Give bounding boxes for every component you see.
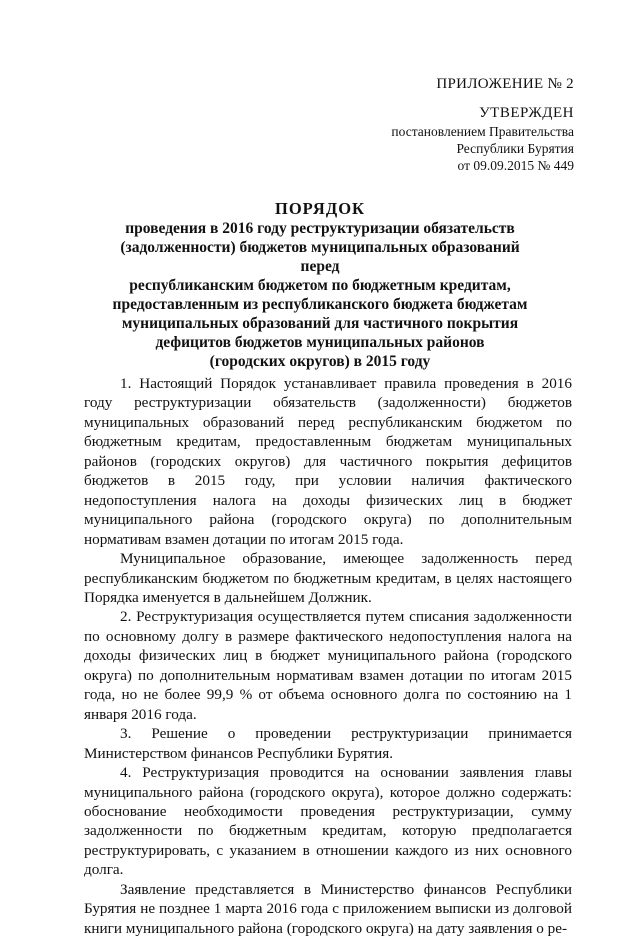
title-line: (городских округов) в 2015 году — [209, 353, 431, 370]
paragraph-2: 2. Реструктуризация осуществляется путем списания задолженности по основному долгу в размере фактического недопоступления налога на доходы физических лиц в бюджет муниципального района (городского округа) по дополнительным нормативам взамен дотации по итогам 2015 года, но не более 99,9 % от объема основного долга по состоянию на 1 января 2016 года. — [84, 608, 572, 723]
paragraph-1-note: Муниципальное образование, имеющее задолженность перед республиканским бюджетом по бюджетным кредитам, в целях настоящего Порядка именуется в дальнейшем Должник. — [84, 550, 572, 606]
title-line: предоставленным из республиканского бюджета бюджетам — [112, 296, 528, 313]
title-line: (задолженности) бюджетов муниципальных образований перед — [120, 239, 520, 275]
title-line: проведения в 2016 году реструктуризации обязательств — [125, 220, 515, 237]
paragraph-4: 4. Реструктуризация проводится на основании заявления главы муниципального района (городского округа), которое должно содержать: обоснование необходимости проведения реструктуризации, сумму задолженности по бюджетным кредитам, которую предполагается реструктурировать, с указанием в отношении каждого из них основного долга. — [84, 764, 572, 879]
title-line: дефицитов бюджетов муниципальных районов — [155, 334, 485, 351]
approved-date: от 09.09.2015 № 449 — [457, 158, 574, 173]
title-line: республиканским бюджетом по бюджетным кредитам, — [129, 277, 511, 294]
approved-by-line-1: постановлением Правительства — [391, 124, 574, 139]
document-body — [84, 374, 572, 938]
document-title — [100, 199, 540, 371]
approved-title: УТВЕРЖДЕН — [479, 105, 574, 121]
approval-block — [391, 105, 574, 174]
paragraph-1: 1. Настоящий Порядок устанавливает правила проведения в 2016 году реструктуризации обязательств (задолженности) бюджетов муниципальных образований перед республиканским бюджетом по бюджетным кредитам, предоставленным бюджетам муниципальных районов (городских округов) для частичного покрытия дефицитов бюджетов в 2015 году, при условии наличия фактического недопоступления налога на доходы физических лиц в бюджет муниципального района (городского округа) по дополнительным нормативам взамен дотации по итогам 2015 года. — [84, 375, 572, 548]
approved-by-line-2: Республики Бурятия — [456, 141, 574, 156]
appendix-label: ПРИЛОЖЕНИЕ № 2 — [436, 76, 574, 92]
title-line: муниципальных образований для частичного покрытия — [121, 315, 519, 332]
paragraph-4-note: Заявление представляется в Министерство финансов Республики Бурятия не позднее 1 марта 2016 года с приложением выписки из долговой книги муниципального района (городского округа) на дату заявления о ре- — [84, 880, 572, 937]
title-main: ПОРЯДОК — [275, 199, 365, 218]
paragraph-3: 3. Решение о проведении реструктуризации принимается Министерством финансов Республики Бурятия. — [84, 725, 572, 762]
